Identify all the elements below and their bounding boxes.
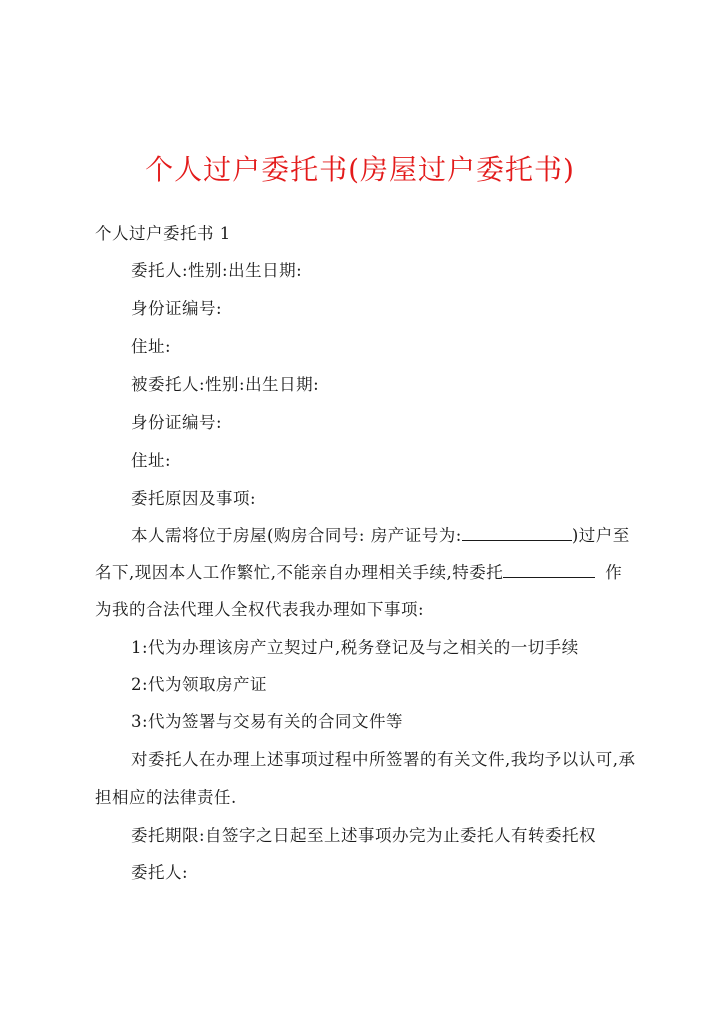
paragraph-1-text-b: )过户至 (571, 526, 630, 545)
list-item-1: 1:代为办理该房产立契过户,税务登记及与之相关的一切手续 (131, 638, 579, 657)
list-item-3: 3:代为签署与交易有关的合同文件等 (131, 712, 404, 731)
list-item-2: 2:代为领取房产证 (131, 675, 268, 694)
agent-address-line: 住址: (131, 451, 172, 470)
document-title: 个人过户委托书(房屋过户委托书) (145, 153, 575, 186)
contract-number-blank (462, 523, 572, 541)
agent-id-line: 身份证编号: (131, 413, 223, 432)
reason-heading: 委托原因及事项: (131, 489, 257, 508)
paragraph-2-line-1: 对委托人在办理上述事项过程中所签署的有关文件,我均予以认可,承 (131, 750, 636, 769)
paragraph-1-line-2 (95, 560, 622, 585)
principal-line: 委托人:性别:出生日期: (131, 261, 303, 280)
agent-name-blank (503, 560, 595, 578)
section-heading: 个人过户委托书 1 (95, 224, 231, 243)
paragraph-2-line-2: 担相应的法律责任. (95, 788, 237, 807)
signature-line: 委托人: (131, 863, 189, 882)
principal-address-line: 住址: (131, 337, 172, 356)
agent-line: 被委托人:性别:出生日期: (131, 375, 320, 394)
paragraph-1-line-3: 为我的合法代理人全权代表我办理如下事项: (95, 600, 425, 619)
paragraph-1-text-c: 名下,现因本人工作繁忙,不能亲自办理相关手续,特委托 (95, 563, 504, 582)
paragraph-1-text-a: 本人需将位于房屋(购房合同号: 房产证号为: (131, 526, 462, 545)
term-line: 委托期限:自签字之日起至上述事项办完为止委托人有转委托权 (131, 826, 597, 845)
paragraph-1-line-1 (131, 523, 630, 548)
paragraph-1-text-d: 作 (605, 563, 623, 582)
principal-id-line: 身份证编号: (131, 299, 223, 318)
